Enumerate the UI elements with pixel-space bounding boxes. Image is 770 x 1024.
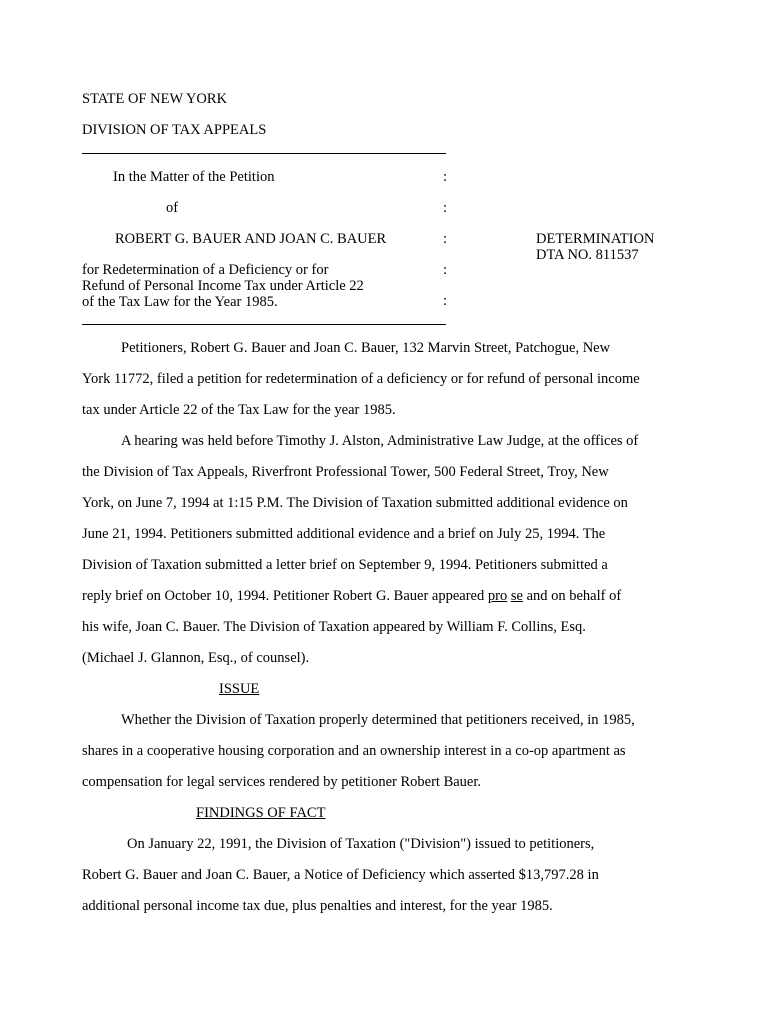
caption-colon: :	[443, 200, 448, 216]
caption-colon: :	[443, 169, 448, 185]
caption-matter: In the Matter of the Petition	[113, 169, 275, 185]
para2-line-text: reply brief on October 10, 1994. Petitioner Robert G. Bauer appeared	[82, 588, 488, 604]
pro-text: pro	[487, 588, 508, 604]
finding-line: Robert G. Bauer and Joan C. Bauer, a Notice of Deficiency which asserted $13,797.28 in	[82, 867, 599, 883]
finding-line: additional personal income tax due, plus penalties and interest, for the year 1985.	[82, 898, 553, 914]
para2-line	[82, 588, 621, 605]
para2-line: York, on June 7, 1994 at 1:15 P.M. The Division of Taxation submitted additional evidence on	[82, 495, 628, 511]
caption-purpose-line-2: Refund of Personal Income Tax under Article 22	[82, 278, 364, 294]
determination-title: DETERMINATION	[536, 231, 655, 247]
caption-petitioners: ROBERT G. BAUER AND JOAN C. BAUER	[115, 231, 387, 247]
state-heading: STATE OF NEW YORK	[82, 91, 228, 107]
caption-colon: :	[443, 293, 448, 309]
issue-line: compensation for legal services rendered by petitioner Robert Bauer.	[82, 774, 482, 790]
para2-line: Division of Taxation submitted a letter brief on September 9, 1994. Petitioners submitted a	[82, 557, 608, 573]
caption-purpose-line-3: of the Tax Law for the Year 1985.	[82, 294, 278, 310]
caption-colon: :	[443, 231, 448, 247]
para1-line: Petitioners, Robert G. Bauer and Joan C. Bauer, 132 Marvin Street, Patchogue, New	[121, 340, 611, 356]
caption-top-rule	[82, 153, 446, 154]
issue-line: Whether the Division of Taxation properly determined that petitioners received, in 1985,	[121, 712, 635, 728]
finding-line: On January 22, 1991, the Division of Taxation ("Division") issued to petitioners,	[127, 836, 595, 852]
findings-heading: FINDINGS OF FACT	[196, 805, 326, 821]
para2-line: June 21, 1994. Petitioners submitted additional evidence and a brief on July 25, 1994. The	[82, 526, 606, 542]
caption-colon: :	[443, 262, 448, 278]
se-text: se	[510, 588, 523, 604]
para2-line-text: and on behalf of	[522, 588, 622, 604]
determination-number: DTA NO. 811537	[536, 247, 639, 263]
para1-line: York 11772, filed a petition for redetermination of a deficiency or for refund of personal income	[82, 371, 640, 387]
caption-bottom-rule	[82, 324, 446, 325]
para2-line: his wife, Joan C. Bauer. The Division of Taxation appeared by William F. Collins, Esq.	[82, 619, 586, 635]
caption-purpose-line-1: for Redetermination of a Deficiency or for	[82, 262, 329, 278]
para2-line: the Division of Tax Appeals, Riverfront Professional Tower, 500 Federal Street, Troy, New	[82, 464, 609, 480]
issue-heading: ISSUE	[219, 681, 260, 697]
division-heading: DIVISION OF TAX APPEALS	[82, 122, 267, 138]
caption-of: of	[166, 200, 179, 216]
para2-line: (Michael J. Glannon, Esq., of counsel).	[82, 650, 310, 666]
para2-line: A hearing was held before Timothy J. Alston, Administrative Law Judge, at the offices of	[121, 433, 639, 449]
issue-line: shares in a cooperative housing corporation and an ownership interest in a co-op apartment as	[82, 743, 626, 759]
para1-line: tax under Article 22 of the Tax Law for the year 1985.	[82, 402, 396, 418]
